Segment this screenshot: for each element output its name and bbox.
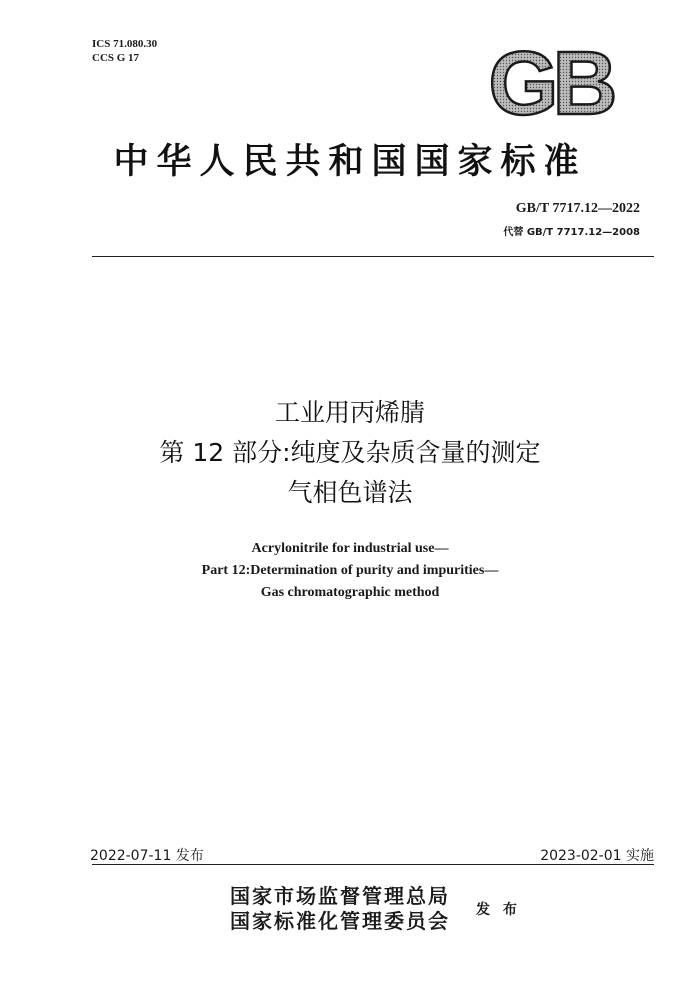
- chinese-title: [0, 393, 700, 513]
- standard-number: GB/T 7717.12—2022: [515, 201, 640, 216]
- issuer-samr: 国家市场监督管理总局: [230, 884, 450, 908]
- ccs-code: CCS G 17: [92, 52, 140, 64]
- issuer-sac: 国家标准化管理委员会: [230, 909, 450, 933]
- gb-logo-text: GB: [488, 44, 612, 120]
- top-divider: [92, 256, 654, 257]
- classification-codes: [92, 37, 157, 65]
- ics-code: ICS 71.080.30: [92, 38, 158, 50]
- issue-label: 发 布: [476, 902, 521, 918]
- chinese-title-line-1: 工业用丙烯腈: [274, 398, 425, 427]
- bottom-divider: [92, 864, 654, 865]
- chinese-title-line-2: 第 12 部分:纯度及杂质含量的测定: [159, 438, 541, 467]
- national-standard-heading: 中华人民共和国国家标准: [113, 141, 587, 182]
- implementation-date: 2023-02-01 实施: [540, 848, 654, 864]
- english-title-line-2: Part 12:Determination of purity and impurities—: [201, 563, 499, 578]
- replaces-standard: 代替 GB/T 7717.12—2008: [503, 227, 640, 238]
- publish-date: 2022-07-11 发布: [90, 848, 204, 864]
- english-title-line-1: Acrylonitrile for industrial use—: [251, 541, 449, 556]
- gb-logo: [484, 44, 616, 120]
- english-title: [0, 538, 700, 604]
- english-title-line-3: Gas chromatographic method: [260, 585, 440, 600]
- issuing-organizations: [230, 884, 450, 934]
- chinese-title-line-3: 气相色谱法: [287, 478, 413, 507]
